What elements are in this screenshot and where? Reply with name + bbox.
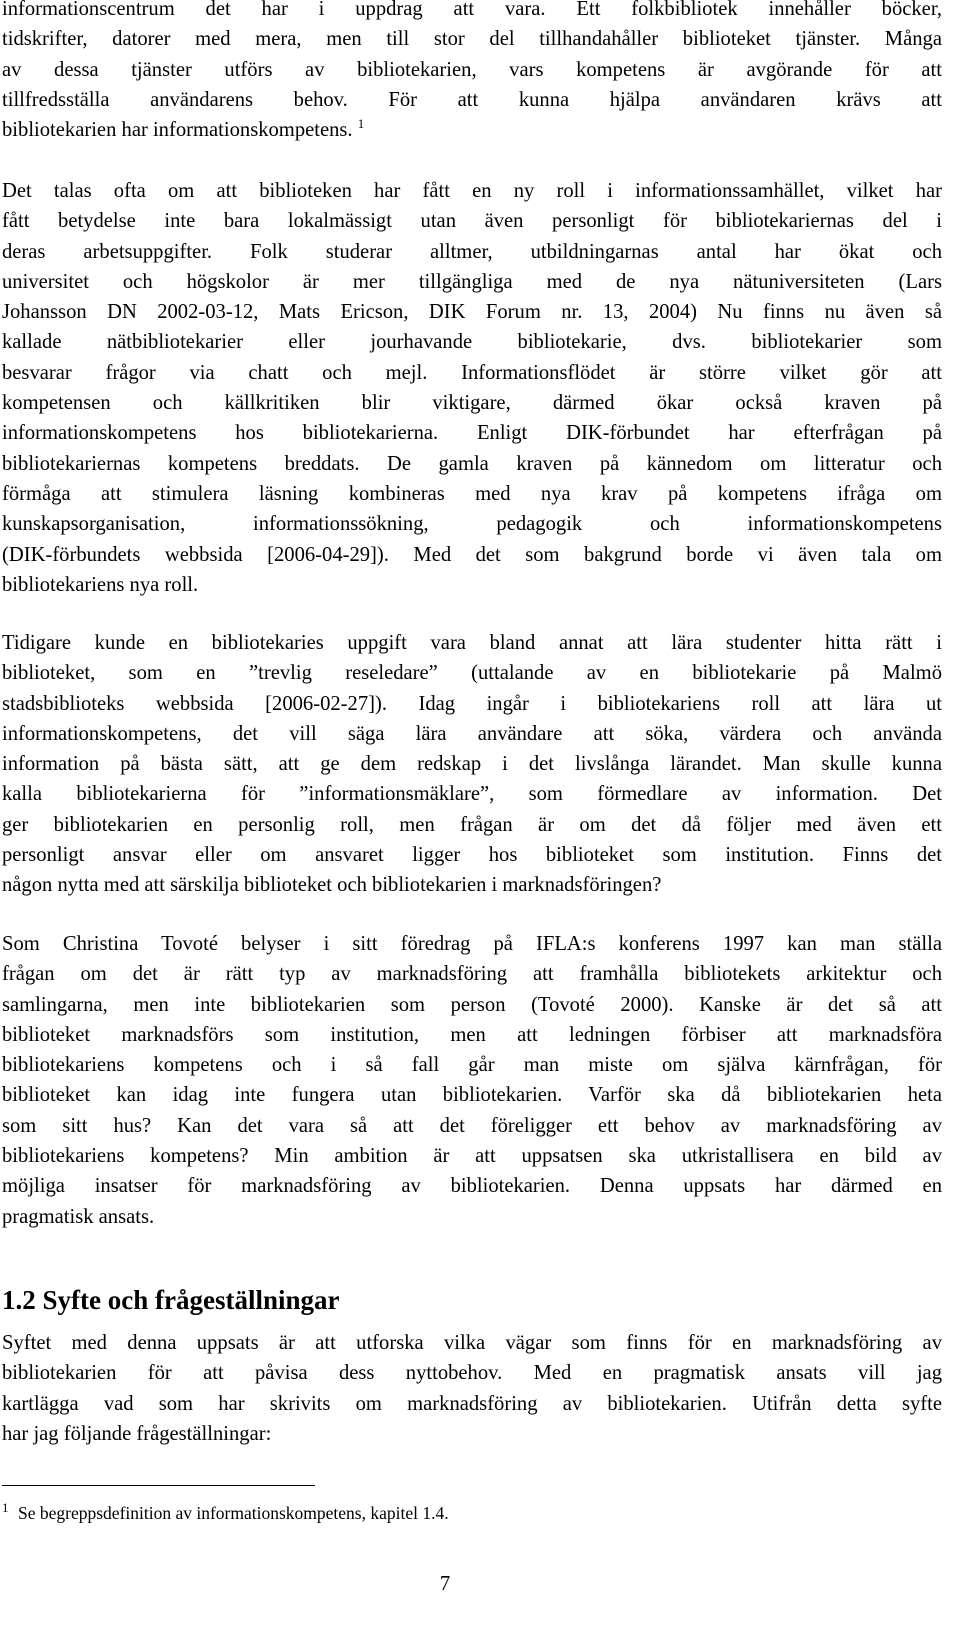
text-line: någon nytta med att särskilja biblioteket och bibliotekarien i marknadsföringen? xyxy=(2,874,662,897)
text-line: besvarar frågor via chatt och mejl. Informationsflödet är större vilket gör att xyxy=(2,361,942,384)
text-line: samlingarna, men inte bibliotekarien som person (Tovoté 2000). Kanske är det så att xyxy=(2,993,942,1016)
text-line: bibliotekariens kompetens? Min ambition är att uppsatsen ska utkristallisera en bild av xyxy=(2,1145,942,1168)
text-line: personligt ansvar eller om ansvaret ligger hos biblioteket som institution. Finns det xyxy=(2,844,942,867)
text-line: tidskrifter, datorer med mera, men till stor del tillhandahåller biblioteket tjänster. Många xyxy=(2,28,942,51)
text-line: kartlägga vad som har skrivits om marknadsföring av bibliotekarien. Utifrån detta syfte xyxy=(2,1392,942,1415)
text-line: bibliotekariens nya roll. xyxy=(2,573,199,596)
body-paragraph-3 xyxy=(2,628,942,901)
footnote xyxy=(2,1497,449,1524)
text-line: informationskompetens, det vill säga lära användare att söka, värdera och använda xyxy=(2,722,942,745)
section-heading: 1.2 Syfte och frågeställningar xyxy=(2,1285,340,1315)
text-line: stadsbiblioteks webbsida [2006-02-27]). Idag ingår i bibliotekariens roll att lära ut xyxy=(2,692,942,715)
text-line: (DIK-förbundets webbsida [2006-04-29]). Med det som bakgrund borde vi även tala om xyxy=(2,543,942,566)
footnote-reference[interactable]: 1 xyxy=(357,116,365,132)
body-paragraph-1 xyxy=(2,0,942,145)
text-line: kompetensen och källkritiken blir viktigare, därmed ökar också kraven på xyxy=(2,392,942,415)
text-line: kunskapsorganisation, informationssökning, pedagogik och informationskompetens xyxy=(2,513,942,536)
text-line: biblioteket marknadsförs som institution, men att ledningen förbiser att marknadsföra xyxy=(2,1023,942,1046)
text-line: ger bibliotekarien en personlig roll, men frågan är om det då följer med även ett xyxy=(2,813,942,836)
text-line: tillfredsställa användarens behov. För att kunna hjälpa användaren krävs att xyxy=(2,88,942,111)
text-line: har jag följande frågeställningar: xyxy=(2,1422,272,1445)
body-paragraph-4 xyxy=(2,929,942,1232)
text-line: frågan om det är rätt typ av marknadsföring att framhålla bibliotekets arkitektur och xyxy=(2,963,942,986)
text-line: deras arbetsuppgifter. Folk studerar alltmer, utbildningarnas antal har ökat och xyxy=(2,240,942,263)
footnote-mark: 1 xyxy=(2,1500,9,1515)
text-line: Syftet med denna uppsats är att utforska vilka vägar som finns för en marknadsföring av xyxy=(2,1332,942,1354)
text-line: förmåga att stimulera läsning kombineras med nya krav på kompetens ifråga om xyxy=(2,482,942,505)
footnote-text: Se begreppsdefinition av informationskompetens, kapitel 1.4. xyxy=(18,1503,449,1523)
footnote-separator xyxy=(2,1485,315,1486)
text-line: information på bästa sätt, att ge dem redskap i det livslånga lärandet. Man skulle kunna xyxy=(2,753,942,776)
text-line: Som Christina Tovoté belyser i sitt föredrag på IFLA:s konferens 1997 kan man ställa xyxy=(2,933,942,955)
page-number: 7 xyxy=(439,1573,451,1595)
text-line: bibliotekarien har informationskompetens. $^1$ xyxy=(2,116,365,142)
text-line: kalla bibliotekarierna för ”informationsmäklare”, som förmedlare av information. Det xyxy=(2,783,942,806)
text-line: informationskompetens hos bibliotekarierna. Enligt DIK-förbundet har efterfrågan på xyxy=(2,422,942,445)
text-line: kallade nätbibliotekarier eller jourhavande bibliotekarie, dvs. bibliotekarier som xyxy=(2,331,942,354)
text-line: biblioteket, som en ”trevlig reseledare” (uttalande av en bibliotekarie på Malmö xyxy=(2,662,942,685)
text-line: Johansson DN 2002-03-12, Mats Ericson, DIK Forum nr. 13, 2004) Nu finns nu även så xyxy=(2,301,942,324)
text-line: bibliotekariens kompetens och i så fall går man miste om själva kärnfrågan, för xyxy=(2,1054,942,1077)
text-line: Det talas ofta om att biblioteken har fått en ny roll i informationssamhället, vilket har xyxy=(2,180,942,202)
text-line: bibliotekarien för att påvisa dess nyttobehov. Med en pragmatisk ansats vill jag xyxy=(2,1362,942,1385)
text-line: fått betydelse inte bara lokalmässigt utan även personligt för bibliotekariernas del i xyxy=(2,210,942,233)
body-paragraph-2 xyxy=(2,176,942,600)
text-line: möjliga insatser för marknadsföring av bibliotekarien. Denna uppsats har därmed en xyxy=(2,1175,942,1198)
section-paragraph xyxy=(2,1328,942,1449)
text-line: informationscentrum det har i uppdrag att vara. Ett folkbibliotek innehåller böcker, xyxy=(2,0,942,20)
text-line: pragmatisk ansats. xyxy=(2,1205,155,1228)
text-line: biblioteket kan idag inte fungera utan bibliotekarien. Varför ska då bibliotekarien heta xyxy=(2,1084,942,1107)
text-line: Tidigare kunde en bibliotekaries uppgift vara bland annat att lära studenter hitta rätt i xyxy=(2,632,942,654)
text-line: bibliotekariernas kompetens breddats. De gamla kraven på kännedom om litteratur och xyxy=(2,452,942,475)
text-line: som sitt hus? Kan det vara så att det föreligger ett behov av marknadsföring av xyxy=(2,1114,942,1137)
text-line: av dessa tjänster utförs av bibliotekarien, vars kompetens är avgörande för att xyxy=(2,58,942,81)
text-line: universitet och högskolor är mer tillgängliga med de nya nätuniversiteten (Lars xyxy=(2,270,942,293)
